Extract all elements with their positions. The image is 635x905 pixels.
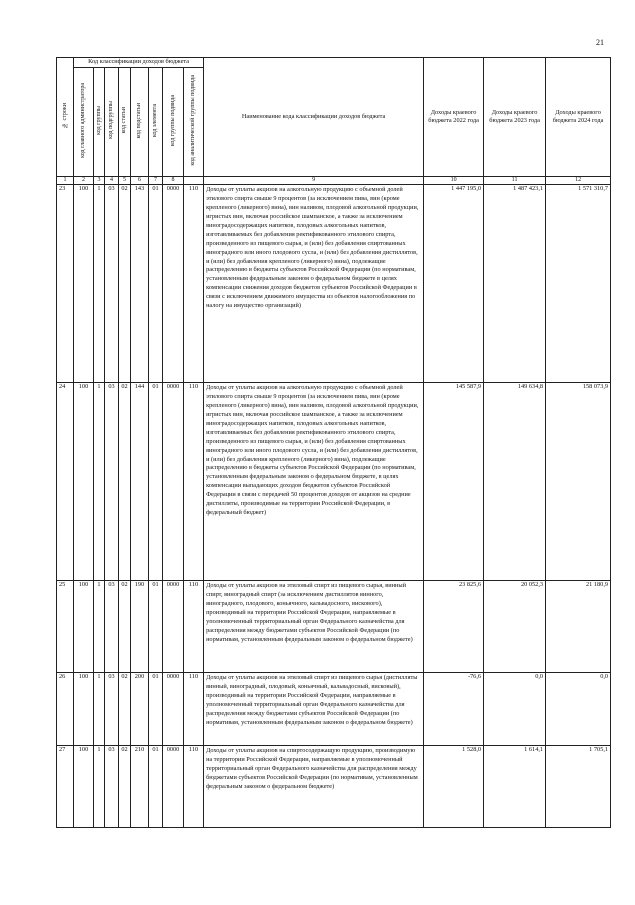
subtype-group-code: 0000 [163,673,184,746]
classification-group-header: Код классификации доходов бюджета [74,58,204,68]
subarticle-code-header: код подстатьи [131,68,149,177]
row-number: 26 [57,673,74,746]
group-code-header: код группы [94,68,105,177]
income-2023: 1 614,1 [484,746,546,828]
name-column-header: Наименование кода классификации доходов бюджета [204,58,424,177]
subarticle-code: 143 [131,185,149,383]
table-row [57,746,611,828]
row-number: 27 [57,746,74,828]
income-2024: 21 180,9 [546,581,611,673]
income-2024: 1 571 310,7 [546,185,611,383]
analytic-group-code: 110 [184,746,204,828]
analytic-group-code-header: код аналитической группы подвида [184,68,204,177]
income-2024: 1 705,1 [546,746,611,828]
analytic-group-code: 110 [184,185,204,383]
income-name: Доходы от уплаты акцизов на алкогольную продукцию с объемной долей этилового спирта свыше 9 процентов (за исключением пива, вин (кроме крепленого (ликерного) вина), вин наливом, плодовой алкогольной продукции, игристых вин, включая российское шампанское, а также за исключением виноградосодержащих напитков, плодовых алкогольных напитков, изготавливаемых без добавления ректификованного этилового спирта, произведенного из пищевого сырья, и (или) без добавления спиртованных виноградного или иного плодового сусла, и (или) без добавления дистиллятов, и (или) без добавления крепленого (ликерного) вина), подлежащие распределению в бюджеты субъектов Российской Федерации (по нормативам, установленным федеральным законом о федеральном бюджете в целях компенсации снижения доходов бюджетов субъектов Российской Федерации в связи с исключением движимого имущества из объектов налогообложения по налогу на имущество организаций) [204,185,424,383]
subtype-group-code: 0000 [163,746,184,828]
income-name: Доходы от уплаты акцизов на спиртосодержащую продукцию, производимую на территории Российской Федерации, направляемые в уполномоченный территориальный орган Федерального казначейства для распределения между бюджетами субъектов Российской Федерации (по нормативам, установленным федеральным законом о федеральном бюджете) [204,746,424,828]
subtype-group-code-header: код группы подвида [163,68,184,177]
admin-code: 100 [74,746,94,828]
income-2024-header: Доходы краевого бюджета 2024 года [546,58,611,177]
income-2023: 1 487 423,1 [484,185,546,383]
column-number: 6 [131,177,149,185]
income-2023: 149 634,8 [484,383,546,581]
admin-code-header: код главного администратора [74,68,94,177]
column-number-row [57,177,611,185]
article-code-header: код статьи [119,68,131,177]
row-number: 25 [57,581,74,673]
group-code: 1 [94,673,105,746]
income-2023: 0,0 [484,673,546,746]
column-number: 9 [204,177,424,185]
element-code: 01 [149,185,163,383]
analytic-group-code: 110 [184,673,204,746]
subarticle-code: 144 [131,383,149,581]
analytic-group-code: 110 [184,383,204,581]
row-number: 24 [57,383,74,581]
column-number: 2 [74,177,94,185]
income-name: Доходы от уплаты акцизов на алкогольную продукцию с объемной долей этилового спирта свыше 9 процентов (за исключением пива, вин (кроме крепленого (ликерного) вина), вин наливом, плодовой алкогольной продукции, игристых вин, включая российское шампанское, а также за исключением виноградосодержащих напитков, плодовых алкогольных напитков, изготавливаемых без добавления ректификованного этилового спирта, произведенного из пищевого сырья, и (или) без добавления спиртованных виноградного или иного плодового сусла, и (или) без добавления дистиллятов, и (или) без добавления крепленого (ликерного) вина), подлежащие распределению в бюджеты субъектов Российской Федерации (по нормативам, установленным федеральным законом о федеральном бюджете, в целях компенсации выпадающих доходов бюджетов субъектов Российской Федерации в связи с передачей 50 процентов доходов от акцизов на средние дистилляты, производимые на территории Российской Федерации, в федеральный бюджет) [204,383,424,581]
column-number: 5 [119,177,131,185]
income-2022: 23 825,6 [424,581,484,673]
subtype-group-code: 0000 [163,185,184,383]
income-2022-header: Доходы краевого бюджета 2022 года [424,58,484,177]
subgroup-code: 03 [105,581,119,673]
income-2022: -76,6 [424,673,484,746]
table-row [57,185,611,383]
income-2024: 158 073,9 [546,383,611,581]
table-row [57,383,611,581]
column-number [184,177,204,185]
group-code: 1 [94,383,105,581]
income-2022: 1 447 195,0 [424,185,484,383]
group-code: 1 [94,185,105,383]
article-code: 02 [119,581,131,673]
column-number: 1 [57,177,74,185]
subgroup-code: 03 [105,746,119,828]
column-number: 10 [424,177,484,185]
subarticle-code: 210 [131,746,149,828]
analytic-group-code: 110 [184,581,204,673]
table-row [57,673,611,746]
subarticle-code: 190 [131,581,149,673]
element-code: 01 [149,581,163,673]
column-number: 4 [105,177,119,185]
column-number: 7 [149,177,163,185]
income-2024: 0,0 [546,673,611,746]
subtype-group-code: 0000 [163,581,184,673]
column-number: 12 [546,177,611,185]
group-code: 1 [94,581,105,673]
income-2022: 145 587,9 [424,383,484,581]
admin-code: 100 [74,673,94,746]
subgroup-code: 03 [105,185,119,383]
article-code: 02 [119,383,131,581]
article-code: 02 [119,185,131,383]
element-code-header: код элемента [149,68,163,177]
income-2023: 20 052,3 [484,581,546,673]
element-code: 01 [149,673,163,746]
row-number-header: № строки [57,58,74,177]
group-code: 1 [94,746,105,828]
element-code: 01 [149,383,163,581]
subgroup-code: 03 [105,383,119,581]
income-2023-header: Доходы краевого бюджета 2023 года [484,58,546,177]
table-row [57,581,611,673]
admin-code: 100 [74,581,94,673]
column-number: 3 [94,177,105,185]
subgroup-code-header: код подгруппы [105,68,119,177]
income-name: Доходы от уплаты акцизов на этиловый спирт из пищевого сырья, винный спирт, виноградный спирт (за исключением дистиллятов винного, виноградного, плодового, коньячного, кальвадосного, вискового), производимый на территории Российской Федерации, направляемые в уполномоченный территориальный орган Федерального казначейства для распределения между бюджетами субъектов Российской Федерации (по нормативам, установленным федеральным законом о федеральном бюджете) [204,581,424,673]
element-code: 01 [149,746,163,828]
admin-code: 100 [74,383,94,581]
column-number: 8 [163,177,184,185]
row-number: 23 [57,185,74,383]
subarticle-code: 200 [131,673,149,746]
article-code: 02 [119,746,131,828]
column-number: 11 [484,177,546,185]
income-name: Доходы от уплаты акцизов на этиловый спирт из пищевого сырья (дистилляты винный, виноградный, плодовый, коньячный, кальвадосный, висковый), производимый на территории Российской Федерации, направляемые в уполномоченный территориальный орган Федерального казначейства для распределения между бюджетами субъектов Российской Федерации (по нормативам, установленным федеральным законом о федеральном бюджете) [204,673,424,746]
subgroup-code: 03 [105,673,119,746]
article-code: 02 [119,673,131,746]
income-2022: 1 528,0 [424,746,484,828]
budget-income-table [56,57,611,828]
subtype-group-code: 0000 [163,383,184,581]
admin-code: 100 [74,185,94,383]
page-number: 21 [596,38,604,47]
